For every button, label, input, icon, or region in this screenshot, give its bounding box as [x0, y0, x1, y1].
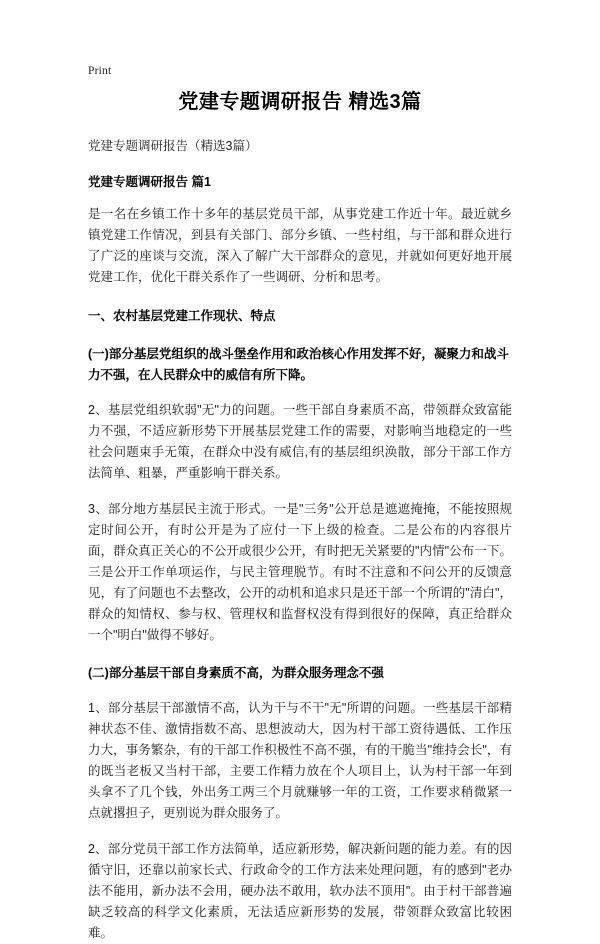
document-content	[88, 88, 512, 944]
print-link[interactable]: Print	[88, 65, 112, 77]
paragraph: 2、部分党员干部工作方法简单，适应新形势，解决新问题的能力差。有的因循守旧，还靠以前家长式、行政命令的工作方法来处理问题，有的感到"老办法不能用，新办法不会用，硬办法不敢用，软办法不顶用"。由于村干部普遍缺乏较高的科学文化素质，无法适应新形势的发展，带领群众致富比较困难。	[88, 842, 512, 940]
paragraph: 2、基层党组织软弱"无"力的问题。一些干部自身素质不高，带领群众致富能力不强，不适应新形势下开展基层党建工作的需要，对影响当地稳定的一些社会问题束手无策，在群众中没有威信,有的基层组织涣散，部分干部工作方法简单、粗暴，严重影响干群关系。	[88, 403, 512, 480]
subsection-heading-1-2: (二)部分基层干部自身素质不高，为群众服务理念不强	[88, 666, 384, 680]
document-subtitle: 党建专题调研报告（精选3篇）	[88, 139, 258, 153]
page-title: 党建专题调研报告 精选3篇	[178, 91, 422, 113]
paragraph: 3、部分地方基层民主流于形式。一是"三务"公开总是遮遮掩掩，不能按照规定时间公开，有时公开是为了应付一下上级的检查。二是公布的内容很片面，群众真正关心的不公开或很少公开，有时把无关紧要的"内情"公布一下。三是公开工作单项运作，与民主管理脱节。有时不注意和不问公开的反馈意见，有了问题也不去整改，公开的动机和追求只是还干部一个所谓的"清白"，群众的知情权、参与权、管理权和监督权没有得到很好的保障，真正给群众一个"明白"做得不够好。	[88, 502, 512, 642]
section-heading-1: 一、农村基层党建工作现状、特点	[88, 309, 276, 323]
paragraph: 1、部分基层干部激情不高，认为干与不干"无"所谓的问题。一些基层干部精神状态不佳、激情指数不高、思想波动大，因为村干部工资待遇低、工作压力大，事务繁杂，有的干部工作积极性不高不强，有的干脆当"维持会长"，有的既当老板又当村干部，主要工作精力放在个人项目上，认为村干部一年到头拿不了几个钱，外出务工两三个月就赚够一年的工资，工作要求稍微紧一点就撂担子，更别说为群众服务了。	[88, 701, 512, 820]
intro-paragraph: 是一名在乡镇工作十多年的基层党员干部，从事党建工作近十年。最近就乡镇党建工作情况，到县有关部门、部分乡镇、一些村组，与干部和群众进行了广泛的座谈与交流，深入了解广大干部群众的意见，并就如何更好地开展党建工作，优化干群关系作了一些调研、分析和思考。	[88, 207, 512, 284]
article-heading: 党建专题调研报告 篇1	[88, 175, 211, 189]
subsection-heading-1-1: (一)部分基层党组织的战斗堡垒作用和政治核心作用发挥不好，凝聚力和战斗力不强，在人民群众中的威信有所下降。	[88, 347, 509, 382]
